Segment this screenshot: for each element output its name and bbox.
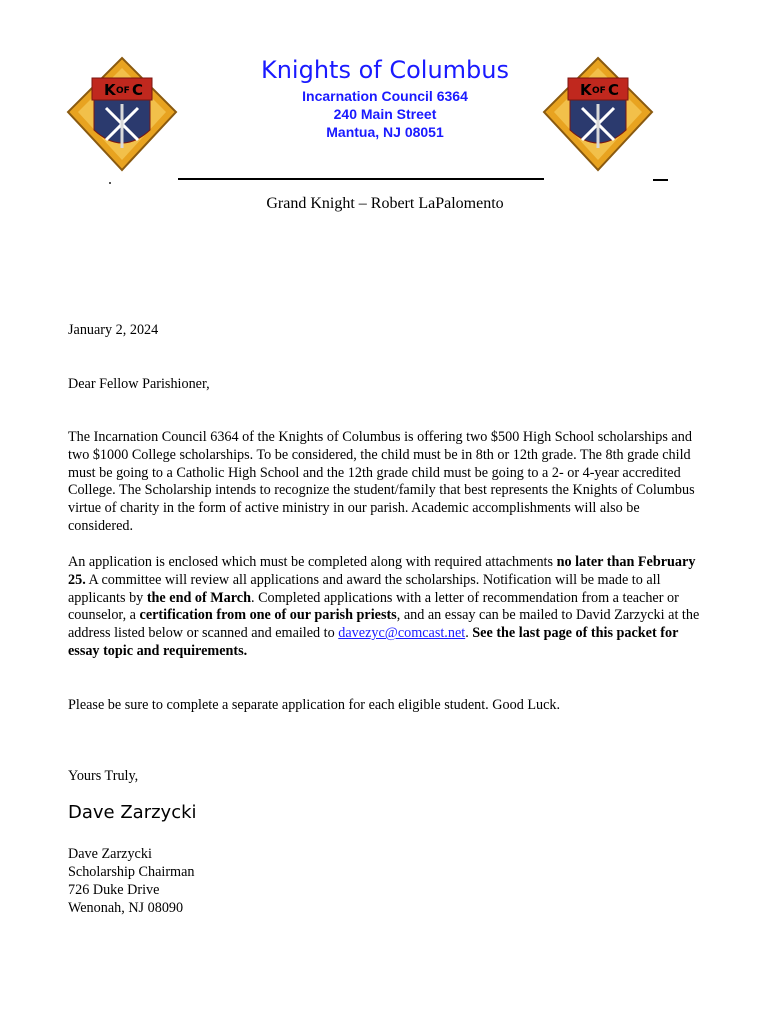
para2-text-5: . xyxy=(465,625,473,642)
para2-text-3: . Completed applications with a letter of recommendation from a teacher or counselor, a xyxy=(68,589,679,624)
logo-letter-c: C xyxy=(608,81,620,99)
organization-name: Knights of Columbus xyxy=(260,56,509,84)
letter-date: January 2, 2024 xyxy=(68,322,159,338)
letter-paragraph-3: Please be sure to complete a separate application for each eligible student. Good Luck. xyxy=(68,697,561,713)
para2-text-2: A committee will review all applications and award the scholarships. Notification will be made to all applicants by xyxy=(68,571,661,606)
logo-letter-of: OF xyxy=(116,86,130,96)
email-link[interactable]: davezyc@comcast.net xyxy=(338,625,466,642)
para2-text-4: , and an essay can be mailed to David Zarzycki at the address listed below or scanned and emailed to xyxy=(68,607,700,642)
divider-dot xyxy=(109,182,111,184)
sender-name: Dave Zarzycki xyxy=(68,846,152,862)
letter-paragraph-2 xyxy=(68,554,708,661)
grand-knight-line: Grand Knight – Robert LaPalomento xyxy=(266,195,504,212)
logo-letter-k: K xyxy=(580,81,592,99)
signature: Dave Zarzycki xyxy=(68,802,197,823)
letter-salutation: Dear Fellow Parishioner, xyxy=(68,376,210,392)
sender-city: Wenonah, NJ 08090 xyxy=(68,900,184,916)
knights-of-columbus-emblem-left xyxy=(66,56,178,172)
council-city: Mantua, NJ 08051 xyxy=(326,124,444,140)
priest-certification-bold: certification from one of our parish priests xyxy=(139,607,397,624)
notification-date-bold: the end of March xyxy=(146,589,251,606)
council-name: Incarnation Council 6364 xyxy=(302,88,468,104)
header-rule xyxy=(178,178,544,180)
sender-street: 726 Duke Drive xyxy=(68,882,160,898)
logo-letter-of: OF xyxy=(592,86,606,96)
header-rule-short xyxy=(653,179,668,181)
logo-letter-c: C xyxy=(132,81,144,99)
sender-title: Scholarship Chairman xyxy=(68,864,195,880)
para2-text-1: An application is enclosed which must be completed along with required attachments xyxy=(68,554,557,570)
council-street: 240 Main Street xyxy=(333,106,437,122)
letter-closing: Yours Truly, xyxy=(68,768,139,784)
deadline-bold: no later than February 25. xyxy=(68,554,696,588)
letter-paragraph-1: The Incarnation Council 6364 of the Knights of Columbus is offering two $500 High School scholarships and two $1000 College scholarships. To be considered, the child must be in 8th or 12th grade. The 8th grade child must be going to a Catholic High School and the 12th grade child must be going to a 2- or 4-year accredited College. The Scholarship intends to recognize the student/family that best represents the Knights of Columbus virtue of charity in the form of active ministry in our parish. Academic accomplishments will also be considered. xyxy=(68,429,695,534)
logo-letter-k: K xyxy=(104,81,116,99)
essay-note-bold: See the last page of this packet for essay topic and requirements. xyxy=(68,625,679,659)
